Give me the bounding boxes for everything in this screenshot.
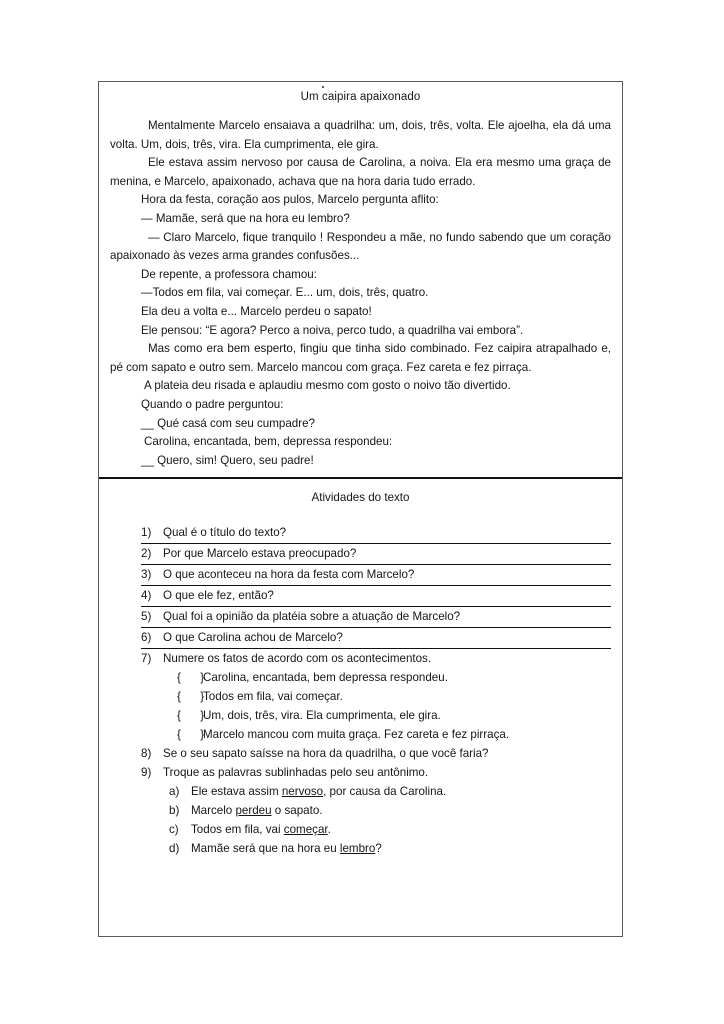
antonym-after: , por causa da Carolina. bbox=[323, 785, 447, 799]
question-item bbox=[141, 744, 611, 763]
antonym-letter: c) bbox=[169, 823, 179, 837]
story-paragraph: Quando o padre perguntou: bbox=[141, 397, 284, 411]
ordering-item bbox=[177, 706, 611, 725]
antonym-before: Todos em fila, vai bbox=[191, 823, 284, 837]
story-paragraph: Ele pensou: “E agora? Perco a noiva, perco tudo, a quadrilha vai embora”. bbox=[141, 323, 524, 337]
question-number: 8) bbox=[141, 747, 152, 761]
story-paragraph: Hora da festa, coração aos pulos, Marcelo pergunta aflito: bbox=[141, 193, 439, 207]
antonym-underlined-word: começar bbox=[283, 823, 328, 837]
story-paragraph: Mentalmente Marcelo ensaiava a quadrilha: um, dois, três, volta. Ele ajoelha, ela dá uma volta. Um, dois, três, vira. Ela cumprimenta, ele gira. bbox=[110, 119, 611, 151]
question-text: O que Carolina achou de Marcelo? bbox=[163, 631, 343, 645]
story-paragraph: Mas como era bem esperto, fingiu que tinha sido combinado. Fez caipira atrapalhado e, pé com sapato e outro sem. Marcelo mancou com graça. Fez careta e fez pirraça. bbox=[110, 342, 611, 374]
ordering-brace[interactable]: { } bbox=[177, 728, 205, 742]
antonym-after: o sapato. bbox=[271, 804, 323, 818]
ordering-brace[interactable]: { } bbox=[177, 690, 205, 704]
question-number: 3) bbox=[141, 568, 152, 582]
story-paragraph: A plateia deu risada e aplaudiu mesmo com gosto o noivo tão divertido. bbox=[144, 379, 511, 393]
story-paragraph: __ Quero, sim! Quero, seu padre! bbox=[141, 453, 314, 467]
question-text: Numere os fatos de acordo com os acontecimentos. bbox=[163, 652, 432, 666]
ordering-brace[interactable]: { } bbox=[177, 709, 205, 723]
antonym-letter: a) bbox=[169, 785, 180, 799]
activities-section bbox=[99, 479, 622, 868]
antonym-before: Marcelo bbox=[191, 804, 236, 818]
story-section bbox=[99, 82, 622, 474]
antonym-before: Mamãe será que na hora eu bbox=[191, 842, 340, 856]
question-text: Se o seu sapato saísse na hora da quadrilha, o que você faria? bbox=[163, 747, 489, 761]
antonym-letter: d) bbox=[169, 842, 180, 856]
question-item bbox=[141, 628, 611, 649]
question-item bbox=[141, 544, 611, 565]
question-text: O que ele fez, então? bbox=[163, 589, 274, 603]
antonym-item bbox=[169, 782, 611, 801]
question-number: 1) bbox=[141, 526, 152, 540]
question-number: 6) bbox=[141, 631, 152, 645]
ordering-text: Um, dois, três, vira. Ela cumprimenta, ele gira. bbox=[203, 709, 441, 723]
question-number: 9) bbox=[141, 766, 152, 780]
antonym-sentence bbox=[191, 782, 611, 801]
antonym-sentence bbox=[191, 820, 611, 839]
antonym-item bbox=[169, 801, 611, 820]
question-text: Qual é o título do texto? bbox=[163, 526, 287, 540]
story-paragraph: Ela deu a volta e... Marcelo perdeu o sapato! bbox=[141, 304, 372, 318]
story-paragraph: De repente, a professora chamou: bbox=[141, 267, 317, 281]
antonym-item bbox=[169, 839, 611, 858]
question-item bbox=[141, 649, 611, 668]
question-text: Troque as palavras sublinhadas pelo seu antônimo. bbox=[163, 766, 429, 780]
story-title bbox=[110, 89, 611, 106]
question-text: Qual foi a opinião da platéia sobre a atuação de Marcelo? bbox=[163, 610, 461, 624]
worksheet-page bbox=[98, 81, 623, 937]
antonym-after: ? bbox=[375, 842, 382, 856]
story-paragraph: Ele estava assim nervoso por causa de Carolina, a noiva. Ela era mesmo uma graça de menina, e Marcelo, apaixonado, achava que na hora daria tudo errado. bbox=[110, 156, 611, 188]
question-text: Por que Marcelo estava preocupado? bbox=[163, 547, 357, 561]
scan-artifact-dot bbox=[322, 86, 324, 88]
story-paragraph: Carolina, encantada, bem, depressa respondeu: bbox=[144, 435, 393, 449]
question-item bbox=[141, 523, 611, 544]
question-number: 4) bbox=[141, 589, 152, 603]
title-spacer bbox=[110, 106, 611, 117]
story-paragraph: __ Qué casá com seu cumpadre? bbox=[141, 416, 316, 430]
question-text: O que aconteceu na hora da festa com Marcelo? bbox=[163, 568, 415, 582]
questions-block bbox=[141, 523, 611, 858]
ordering-text: Marcelo mancou com muita graça. Fez careta e fez pirraça. bbox=[203, 728, 510, 742]
story-title-text: Um caipira apaixonado bbox=[300, 91, 421, 103]
question-item bbox=[141, 565, 611, 586]
antonym-sentence bbox=[191, 801, 611, 820]
antonym-underlined-word: perdeu bbox=[235, 804, 272, 818]
antonym-item bbox=[169, 820, 611, 839]
question-number: 2) bbox=[141, 547, 152, 561]
question-item bbox=[141, 763, 611, 782]
activities-title: Atividades do texto bbox=[311, 491, 410, 505]
ordering-brace[interactable]: { } bbox=[177, 671, 205, 685]
ordering-text: Carolina, encantada, bem depressa respondeu. bbox=[203, 671, 448, 685]
antonym-letter: b) bbox=[169, 804, 180, 818]
question-number: 5) bbox=[141, 610, 152, 624]
antonym-sentence bbox=[191, 839, 611, 858]
antonym-after: . bbox=[327, 823, 331, 837]
ordering-item bbox=[177, 725, 611, 744]
ordering-item bbox=[177, 668, 611, 687]
story-paragraph: —Todos em fila, vai começar. E... um, dois, três, quatro. bbox=[141, 286, 429, 300]
ordering-item bbox=[177, 687, 611, 706]
question-item bbox=[141, 607, 611, 628]
ordering-text: Todos em fila, vai começar. bbox=[203, 690, 343, 704]
antonym-underlined-word: lembro bbox=[339, 842, 376, 856]
story-paragraph: — Claro Marcelo, fique tranquilo ! Respondeu a mãe, no fundo sabendo que um coração apaixonado às vezes arma grandes confusões... bbox=[110, 230, 611, 263]
question-number: 7) bbox=[141, 652, 152, 666]
antonym-before: Ele estava assim bbox=[191, 785, 282, 799]
story-paragraph: — Mamãe, será que na hora eu lembro? bbox=[141, 211, 350, 225]
antonym-underlined-word: nervoso bbox=[281, 785, 324, 799]
question-item bbox=[141, 586, 611, 607]
